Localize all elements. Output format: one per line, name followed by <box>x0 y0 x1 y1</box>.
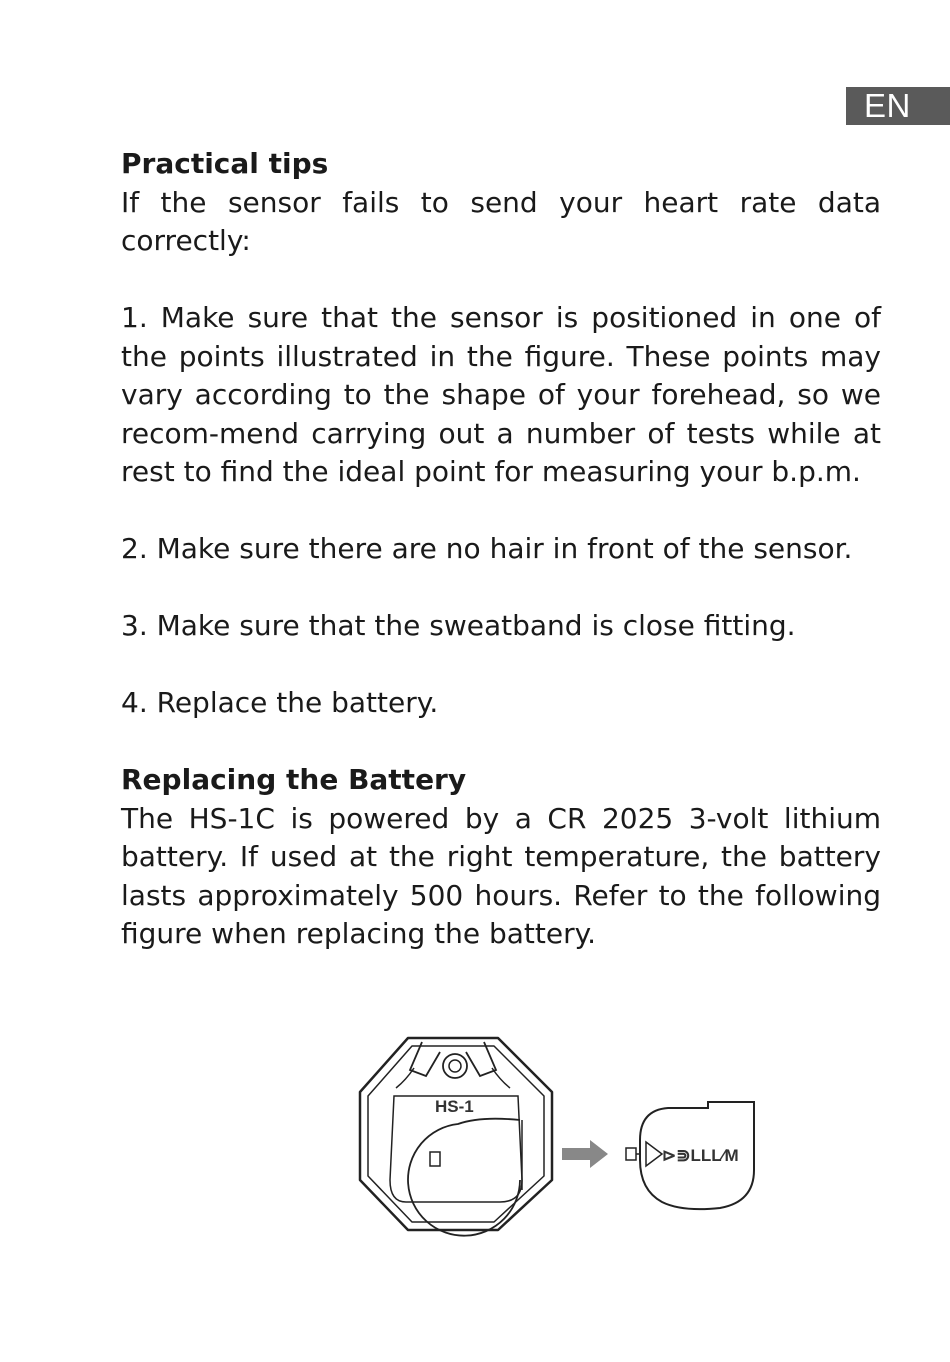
battery-heading: Replacing the Battery <box>121 763 467 796</box>
device-body-outline <box>360 1038 552 1230</box>
page-content <box>121 145 881 954</box>
language-tab: EN <box>846 87 950 125</box>
battery-body: The HS-1C is powered by a CR 2025 3-volt lithium battery. If used at the right temperature, the battery lasts approximately 500 hours. Refer to the following figure when replacing the battery. <box>121 801 881 950</box>
tip-item-2: 2. Make sure there are no hair in front of the sensor. <box>121 532 853 565</box>
cover-label: ⊳⋑LLL∕M <box>662 1146 739 1165</box>
arrow-right-icon <box>562 1140 608 1168</box>
practical-tips-heading: Practical tips <box>121 147 329 180</box>
practical-tips-intro: If the sensor fails to send your heart rate data correctly: <box>121 185 881 257</box>
battery-replacement-illustration <box>350 1030 770 1240</box>
tip-item-1: 1. Make sure that the sensor is positioned in one of the points illustrated in the figure. These points may vary according to the shape of your forehead, so we recom-mend carrying out a number of tests while at rest to find the ideal point for measuring your b.p.m. <box>121 301 881 488</box>
tip-item-3: 3. Make sure that the sweatband is close fitting. <box>121 609 796 642</box>
triangle-icon <box>646 1142 662 1166</box>
battery-replacement-figure <box>350 1030 770 1240</box>
device-label: HS-1 <box>435 1097 474 1116</box>
tip-item-4: 4. Replace the battery. <box>121 686 439 719</box>
screw-icon <box>443 1054 467 1078</box>
